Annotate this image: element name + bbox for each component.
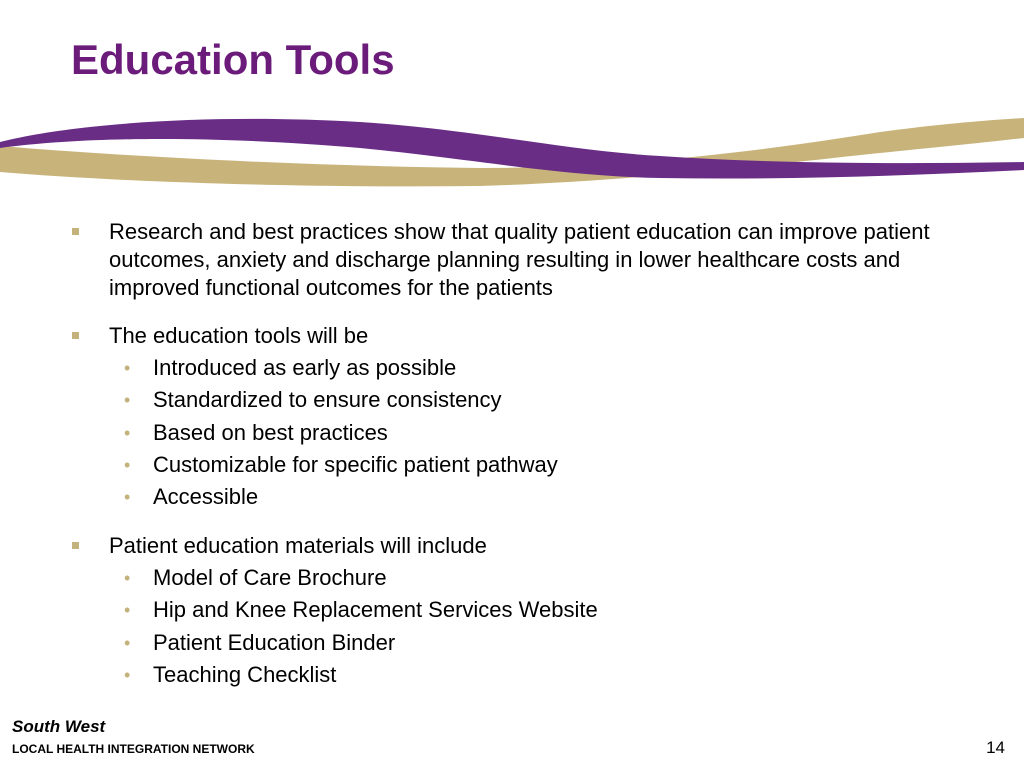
dot-bullet-icon: • <box>124 423 131 443</box>
dot-bullet-icon: • <box>124 600 131 620</box>
list-item <box>109 532 989 560</box>
sub-bullet-text: Standardized to ensure consistency <box>153 387 502 412</box>
sub-list-item <box>124 661 973 689</box>
sub-bullet-text: Introduced as early as possible <box>153 355 457 380</box>
dot-bullet-icon: • <box>124 390 131 410</box>
dot-bullet-icon: • <box>124 665 131 685</box>
dot-bullet-icon: • <box>124 568 131 588</box>
bullet-text: Research and best practices show that quality patient education can improve patient outcomes, anxiety and discharge planning resulting in lower healthcare costs and improved functional outcomes for the patients <box>109 219 930 300</box>
bullet-text: Patient education materials will include <box>109 533 487 558</box>
dot-bullet-icon: • <box>124 633 131 653</box>
sub-bullet-text: Model of Care Brochure <box>153 565 387 590</box>
bullet-text: The education tools will be <box>109 323 369 348</box>
dot-bullet-icon: • <box>124 358 131 378</box>
sub-bullet-text: Patient Education Binder <box>153 630 396 655</box>
square-bullet-icon <box>72 228 79 235</box>
sub-list-item <box>124 386 973 414</box>
sub-list-item <box>124 564 973 592</box>
sub-list-item <box>124 419 973 447</box>
sub-list-item <box>124 629 973 657</box>
dot-bullet-icon: • <box>124 487 131 507</box>
list-item <box>109 218 989 302</box>
sub-bullet-text: Customizable for specific patient pathway <box>153 452 558 477</box>
page-number: 14 <box>986 738 1005 757</box>
slide-title: Education Tools <box>71 36 395 83</box>
square-bullet-icon <box>72 332 79 339</box>
sub-bullet-text: Teaching Checklist <box>153 662 337 687</box>
dot-bullet-icon: • <box>124 455 131 475</box>
sub-bullet-text: Accessible <box>153 484 259 509</box>
sub-list-item <box>124 596 973 624</box>
footer-network: LOCAL HEALTH INTEGRATION NETWORK <box>12 742 255 756</box>
list-item <box>109 322 989 350</box>
sub-bullet-text: Hip and Knee Replacement Services Website <box>153 597 598 622</box>
sub-list-item <box>124 354 973 382</box>
sub-bullet-text: Based on best practices <box>153 420 388 445</box>
footer-organization: South West <box>12 717 106 736</box>
square-bullet-icon <box>72 542 79 549</box>
sub-list-item <box>124 451 973 479</box>
sub-list-item <box>124 483 973 511</box>
